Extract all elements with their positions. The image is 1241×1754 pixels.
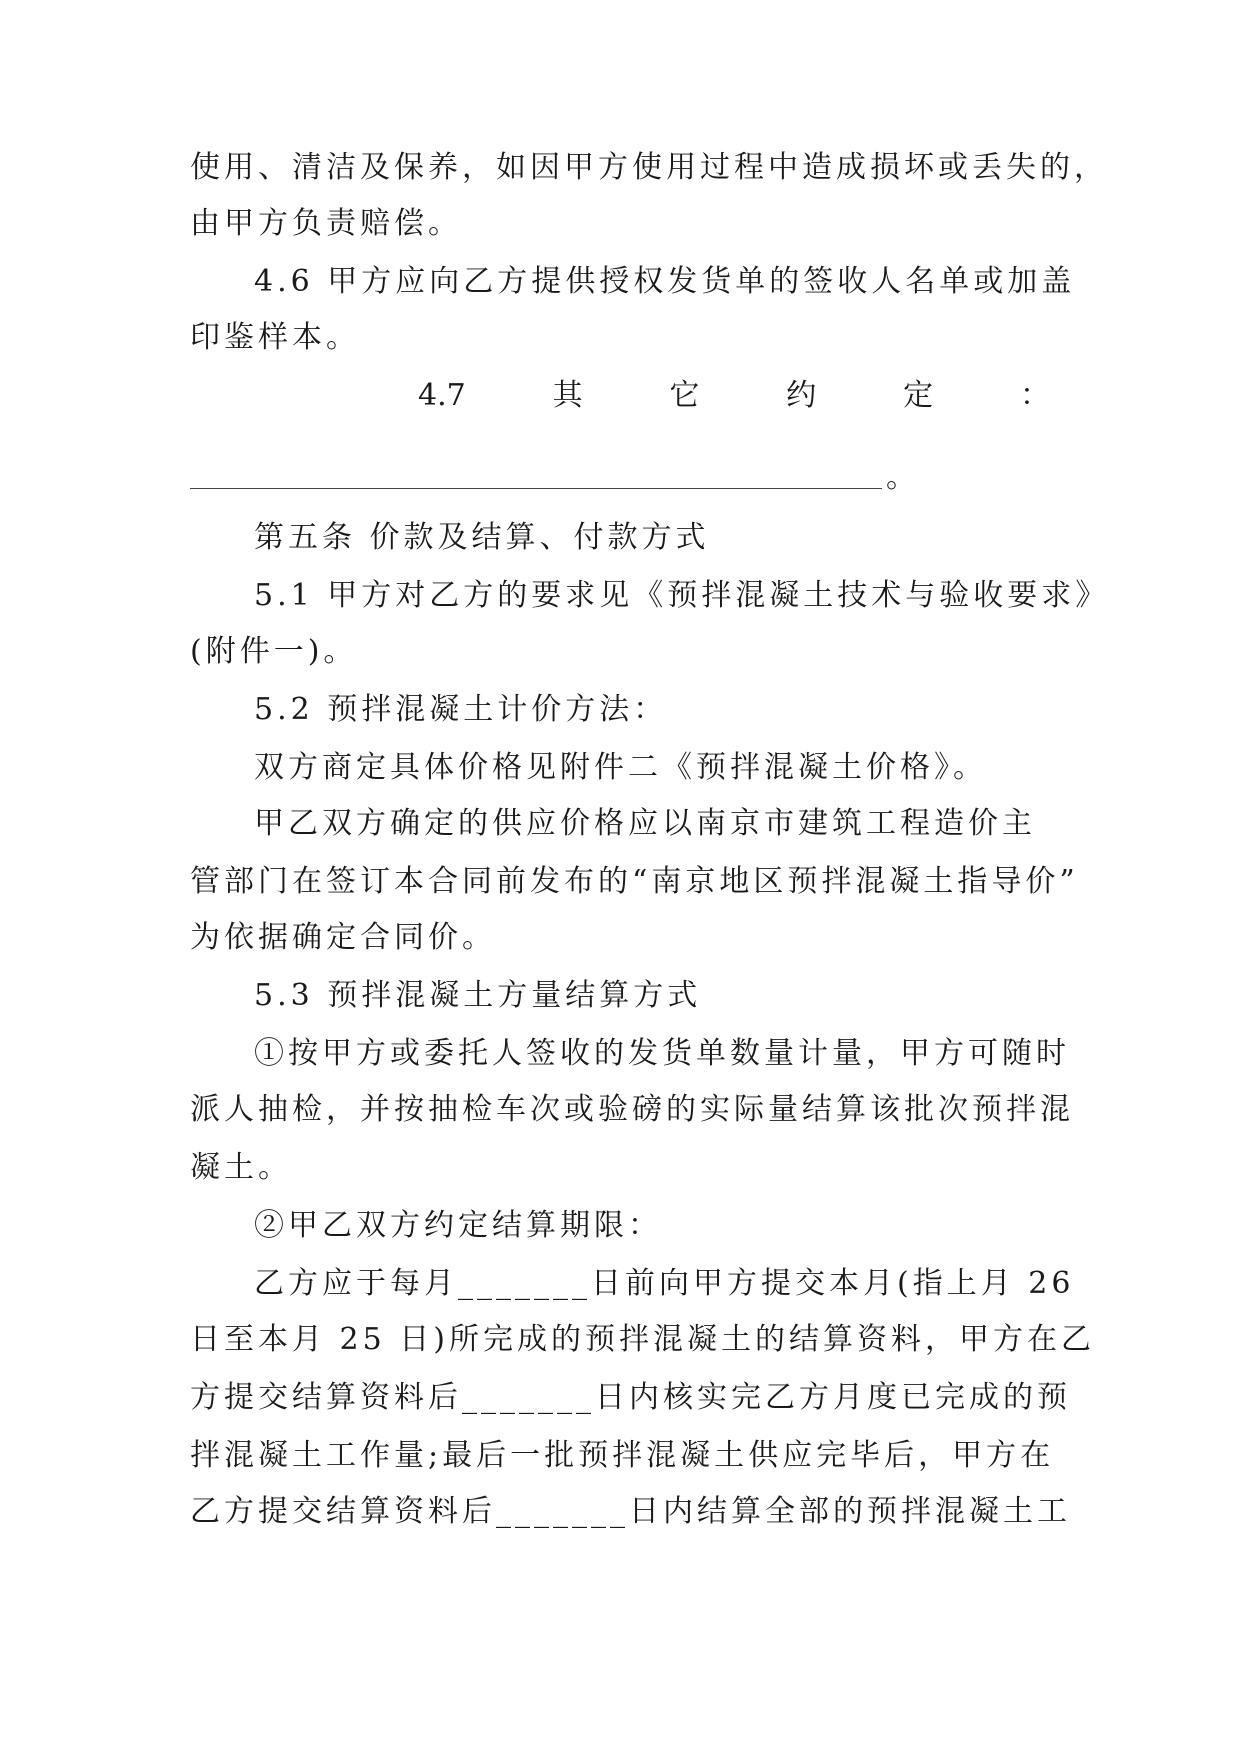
text-line: 使用、清洁及保养，如因甲方使用过程中造成损坏或丢失的， [190,150,1108,185]
text-line: 为依据确定合同价。 [190,920,496,955]
clause-4-7-char: 其 [552,378,583,413]
clause-4-7-char: 约 [786,378,817,413]
text-line: 凝土。 [190,1150,292,1185]
text-line: 方提交结算资料后_______日内核实完乙方月度已完成的预 [190,1380,1071,1415]
text-line: 5.3 预拌混凝土方量结算方式 [254,978,702,1013]
text-line: 甲乙双方确定的供应价格应以南京市建筑工程造价主 [254,806,1036,841]
clause-4-7-number: 4.7 [418,378,466,413]
text-line: ①按甲方或委托人签收的发货单数量计量，甲方可随时 [254,1036,1070,1071]
text-line: 管部门在签订本合同前发布的“南京地区预拌混凝土指导价” [190,864,1079,899]
text-line: 日至本月 25 日)所完成的预拌混凝土的结算资料，甲方在乙 [190,1322,1095,1357]
clause-4-7-char: 它 [669,378,700,413]
fill-in-blank-line [190,488,882,489]
blank-line-period: 。 [886,460,916,495]
clause-4-7-colon: ： [1019,378,1050,413]
clause-4-7-heading [418,376,1050,416]
text-line: (附件一)。 [190,634,358,669]
text-line: 4.6 甲方应向乙方提供授权发货单的签收人名单或加盖 [254,264,1076,299]
text-line: 双方商定具体价格见附件二《预拌混凝土价格》。 [254,750,987,785]
section-heading: 第五条 价款及结算、付款方式 [254,520,710,555]
text-line: 乙方应于每月_______日前向甲方提交本月(指上月 26 [254,1266,1075,1301]
text-line: 派人抽检，并按抽检车次或验磅的实际量结算该批次预拌混 [190,1092,1074,1127]
clause-4-7-char: 定 [903,378,934,413]
text-line: 5.2 预拌混凝土计价方法： [254,692,668,727]
text-line: 印鉴样本。 [190,320,360,355]
text-line: 由甲方负责赔偿。 [190,206,462,241]
text-line: 拌混凝土工作量;最后一批预拌混凝土供应完毕后，甲方在 [190,1438,1055,1473]
text-line: ②甲乙双方约定结算期限： [254,1208,662,1243]
text-line: 5.1 甲方对乙方的要求见《预拌混凝土技术与验收要求》 [254,578,1110,613]
text-line: 乙方提交结算资料后_______日内结算全部的预拌混凝土工 [190,1494,1071,1529]
